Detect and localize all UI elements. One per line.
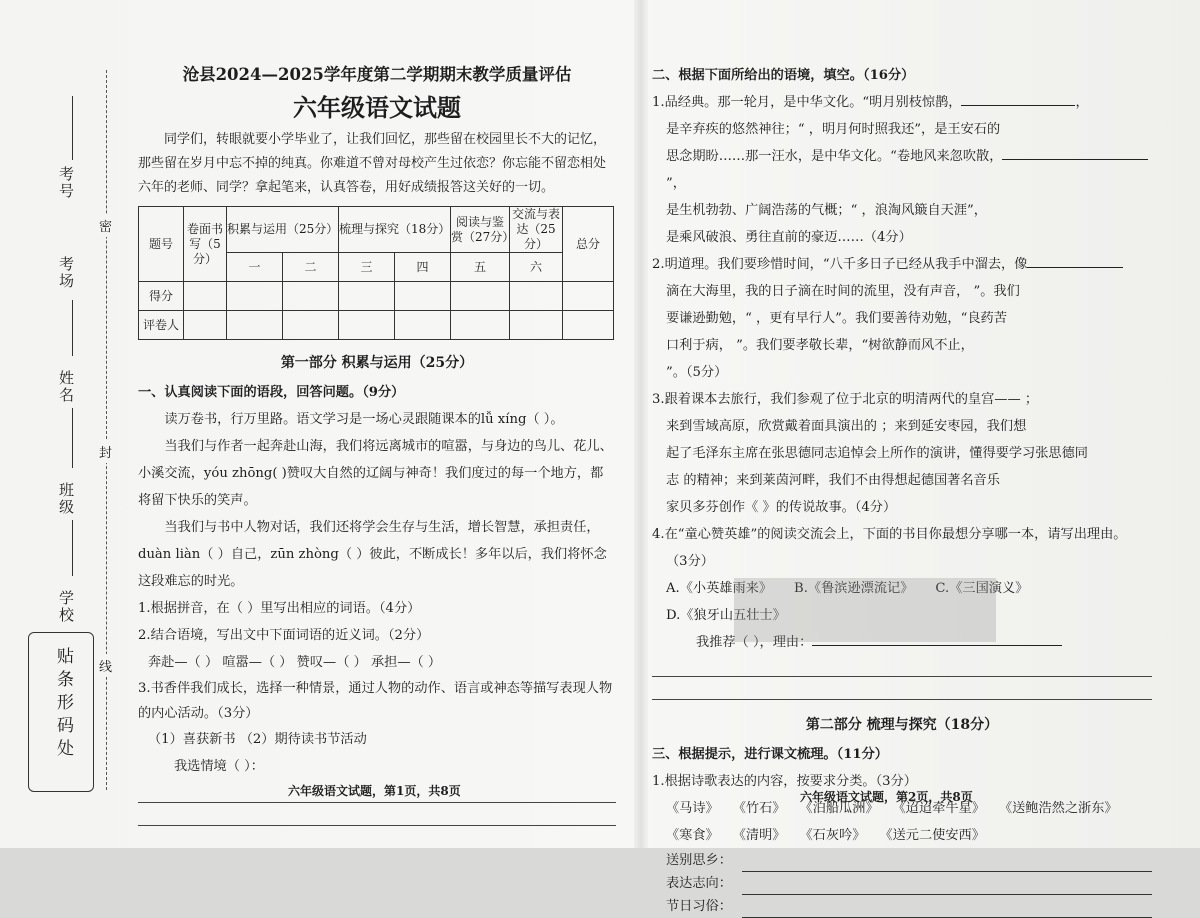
- grader-cell[interactable]: [227, 311, 283, 340]
- score-cell[interactable]: [338, 282, 394, 311]
- poem-list-2: [652, 822, 1152, 849]
- exam-title-line2: 六年级语文试题: [293, 93, 461, 122]
- poem-item: 《送元二使安西》: [879, 828, 985, 843]
- q2-1-line-b: 是辛弃疾的悠然神往；“ ，明月何时照我还”，是王安石的: [666, 122, 1001, 137]
- blank[interactable]: [961, 90, 1075, 106]
- category-label: 节日习俗：: [666, 899, 732, 914]
- q2-1-text-a: 1.品经典。那一轮月，是中华文化。“明月别枝惊鹊，: [652, 95, 962, 110]
- name-field[interactable]: [72, 408, 73, 468]
- score-h-question: 题号: [139, 207, 184, 282]
- poem-item: 《送鲍浩然之浙东》: [998, 801, 1118, 816]
- q2-1-line-e: 是乘风破浪、勇往直前的豪迈……（4分）: [666, 230, 912, 245]
- answer-line[interactable]: [138, 805, 616, 826]
- score-num-1: 一: [227, 253, 283, 282]
- seal-word-xian: 线: [99, 654, 112, 677]
- category-festival[interactable]: [652, 895, 1152, 918]
- score-row-label: 得分: [139, 282, 184, 311]
- exam-no-label: 考号: [57, 166, 75, 200]
- exam-room-field[interactable]: [72, 300, 73, 356]
- score-num-6: 六: [510, 253, 563, 282]
- q1-sub-3: 3.书香伴我们成长，选择一种情景，通过人物的动作、语言或神态等描写表现人物的内心活动。（3分）: [138, 681, 613, 721]
- score-h-total: 总分: [563, 207, 614, 282]
- paper-fold: [634, 0, 648, 848]
- q2-2-line-c: 要谦逊勤勉，“ ，更有早行人”。我们要善待劝勉，“良药苦: [666, 311, 1007, 326]
- score-num-5: 五: [451, 253, 510, 282]
- q2-4-line-b: （3分）: [666, 554, 714, 569]
- answer-line[interactable]: [652, 679, 1152, 700]
- blank[interactable]: [1027, 252, 1123, 268]
- grader-cell[interactable]: [184, 311, 227, 340]
- q2-4-recommend-label: 我推荐（ ），理由：: [696, 635, 813, 650]
- q2-2-line-b: 滴在大海里，我的日子滴在时间的流里，没有声音， ”。我们: [666, 284, 1020, 299]
- bleed-through-shadow: [734, 578, 996, 642]
- score-cell[interactable]: [227, 282, 283, 311]
- q2-1-text-c: 思念期盼……那一汪水，是中华文化。“卷地风来忽吹散，: [666, 149, 1003, 164]
- answer-line[interactable]: [652, 656, 1152, 677]
- page2-footer: 六年级语文试题，第2页，共8页: [800, 790, 973, 804]
- intro-paragraph: 同学们，转眼就要小学毕业了，让我们回忆，那些留在校园里长不大的记忆，那些留在岁月中忘不掉的纯真。你难道不曾对母校产生过依恋？你忘能不留恋相处六年的老师、同学？拿起笔来，认真答卷，用好成绩报答这关好的一切。: [138, 132, 607, 195]
- q1-title: 一、认真阅读下面的语段，回答问题。（9分）: [138, 385, 405, 400]
- page-1: [138, 62, 616, 828]
- poem-item: 《竹石》: [732, 801, 786, 816]
- category-line[interactable]: [742, 899, 1152, 918]
- grader-cell[interactable]: [563, 311, 614, 340]
- barcode-sticker-box[interactable]: [28, 632, 94, 792]
- q2-4-option-d[interactable]: D.《狼牙山五壮士》: [666, 608, 786, 623]
- q2-4-line-a: 4.在“童心赞英雄”的阅读交流会上，下面的书目你最想分享哪一本，请写出理由。: [652, 527, 1127, 542]
- exam-title-line1: 沧县2024—2025学年度第二学期期末教学质量评估: [182, 65, 572, 84]
- q2-4-option-a[interactable]: A.《小英雄雨来》: [666, 581, 773, 596]
- seal-word-mi: 密: [99, 214, 112, 237]
- seal-dashed-line: [106, 70, 107, 790]
- q1-sub-3-choice[interactable]: 我选情境（ ）：: [174, 759, 264, 774]
- q3-1-title: 1.根据诗歌表达的内容，按要求分类。（3分）: [652, 774, 917, 789]
- grader-cell[interactable]: [451, 311, 510, 340]
- grader-cell[interactable]: [282, 311, 338, 340]
- q2-2-line-d: 口利于病， ”。我们要孝敬长辈，“树欲静而风不止，: [666, 338, 974, 353]
- grader-cell[interactable]: [510, 311, 563, 340]
- school-label: 学校: [57, 590, 75, 624]
- q2-4-option-b[interactable]: B.《鲁滨逊漂流记》: [794, 581, 914, 596]
- score-h-part1: 积累与运用（25分）: [227, 207, 339, 253]
- q1-sub-2: 2.结合语境，写出文中下面词语的近义词。（2分）: [138, 628, 430, 643]
- category-label: 送别思乡：: [666, 853, 732, 868]
- q2-2-text-a: 2.明道理。我们要珍惜时间，“八千多日子已经从我手中溜去，像: [652, 257, 1028, 272]
- q1-para-2: 当我们与作者一起奔赴山海，我们将远离城市的喧嚣，与身边的鸟儿、花儿、小溪交流，yóu zhōng( )赞叹大自然的辽阔与神奇！我们度过的每一个地方，都将留下快乐的笑声。: [138, 439, 613, 508]
- blank[interactable]: [1002, 144, 1148, 160]
- poem-item: 《寒食》: [666, 828, 719, 843]
- category-line[interactable]: [742, 876, 1152, 895]
- score-cell[interactable]: [184, 282, 227, 311]
- grader-cell[interactable]: [394, 311, 450, 340]
- score-h-read: 阅读与鉴赏（27分）: [451, 207, 510, 253]
- class-field[interactable]: [72, 520, 73, 576]
- category-label: 表达志向：: [666, 876, 732, 891]
- score-cell[interactable]: [282, 282, 338, 311]
- poem-item: 《泊船瓜洲》: [799, 801, 879, 816]
- poem-item: 《迢迢牵牛星》: [892, 801, 985, 816]
- q3-title: 三、根据提示，进行课文梳理。（11分）: [652, 747, 888, 762]
- score-table: [138, 206, 614, 340]
- q2-3-line-b: 来到雪域高原，欣赏戴着面具演出的 ；来到延安枣园，我们想: [666, 419, 1027, 434]
- poem-item: 《清明》: [732, 828, 786, 843]
- q2-2-line-a: [652, 251, 1152, 278]
- score-h-writing: 卷面书写（5分）: [184, 207, 227, 282]
- score-num-4: 四: [394, 253, 450, 282]
- q2-1-line-c: 思念期盼……那一汪水，是中华文化。“卷地风来忽吹散，”，: [652, 143, 1152, 197]
- q2-2-line-e: ”。（5分）: [666, 365, 728, 380]
- score-cell[interactable]: [563, 282, 614, 311]
- score-cell[interactable]: [510, 282, 563, 311]
- poem-item: 《马诗》: [666, 801, 719, 816]
- category-line[interactable]: [742, 853, 1152, 872]
- name-label: 姓名: [57, 370, 75, 404]
- class-label: 班级: [57, 482, 75, 516]
- q2-3-line-e: 家贝多芬创作《 》的传说故事。（4分）: [666, 500, 897, 515]
- grader-cell[interactable]: [338, 311, 394, 340]
- category-ambition[interactable]: [652, 872, 1152, 895]
- part2-title: 第二部分 梳理与探究（18分）: [805, 717, 999, 733]
- q1-sub-1: 1.根据拼音，在（ ）里写出相应的词语。（4分）: [138, 601, 421, 616]
- q1-para-1: 读万卷书，行万里路。语文学习是一场心灵跟随课本的lǚ xíng（ ）。: [164, 412, 564, 427]
- score-num-3: 三: [338, 253, 394, 282]
- seal-word-feng: 封: [99, 440, 112, 463]
- part1-title: 第一部分 积累与运用（25分）: [280, 355, 474, 371]
- score-cell[interactable]: [451, 282, 510, 311]
- exam-room-label: 考场: [57, 256, 75, 290]
- page1-footer: 六年级语文试题，第1页，共8页: [288, 784, 461, 798]
- q1-sub-2-words[interactable]: 奔赴—（ ） 喧嚣—（ ） 赞叹—（ ） 承担—（ ）: [148, 655, 442, 670]
- binding-strip: [0, 0, 122, 848]
- poem-item: 《石灰吟》: [799, 828, 866, 843]
- score-h-express: 交流与表达（25分）: [510, 207, 563, 253]
- q1-para-3: 当我们与书中人物对话，我们还将学会生存与生活，增长智慧，承担责任，duàn liàn（ ）自己，zūn zhòng（ ）彼此，不断成长！多年以后，我们将怀念这段难忘的时光。: [138, 520, 607, 589]
- score-cell[interactable]: [394, 282, 450, 311]
- grader-row-label: 评卷人: [139, 311, 184, 340]
- barcode-sticker-label: 贴条形码处: [53, 647, 73, 762]
- q2-4-option-c[interactable]: C.《三国演义》: [935, 581, 1029, 596]
- q1-sub-3-options: （1）喜获新书 （2）期待读书节活动: [148, 732, 367, 747]
- q2-3-line-d: 志 的精神；来到莱茵河畔，我们不由得想起德国著名音乐: [666, 473, 1000, 488]
- score-num-2: 二: [282, 253, 338, 282]
- q2-3-line-c: 起了毛泽东主席在张思德同志追悼会上所作的演讲，懂得要学习张思德同: [666, 446, 1088, 461]
- q2-1-line-d: 是生机勃勃、广阔浩荡的气概；“ ，浪淘风簸自天涯”，: [666, 203, 987, 218]
- q2-1-line-a: 1.品经典。那一轮月，是中华文化。“明月别枝惊鹊， ，: [652, 89, 1152, 116]
- score-h-part2: 梳理与探究（18分）: [338, 207, 450, 253]
- category-farewell[interactable]: [652, 849, 1152, 872]
- q2-title: 二、根据下面所给出的语境，填空。（16分）: [652, 68, 915, 83]
- q2-3-line-a: 3.跟着课本去旅行，我们参观了位于北京的明清两代的皇宫—— ；: [652, 392, 1039, 407]
- exam-no-field[interactable]: [72, 96, 73, 160]
